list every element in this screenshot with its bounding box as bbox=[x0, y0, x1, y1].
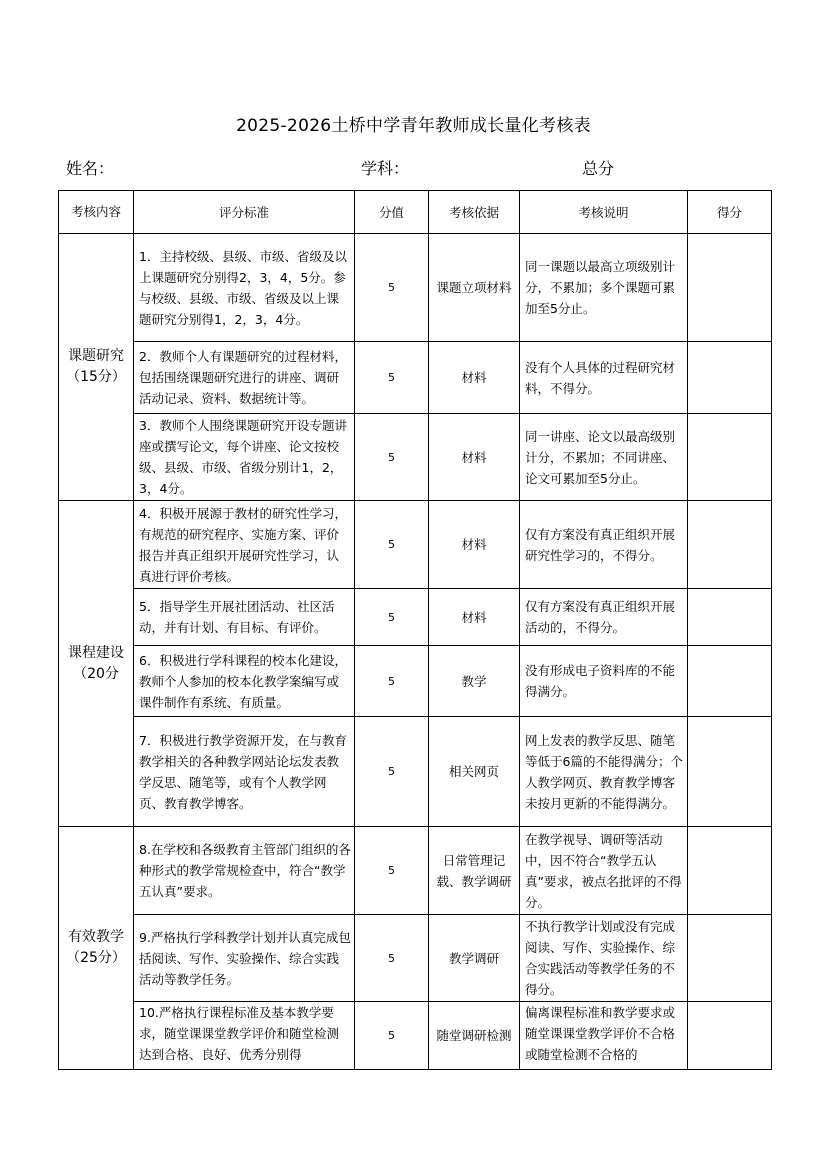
points-cell: 5 bbox=[355, 1002, 429, 1070]
standard-cell: 6．积极进行学科课程的校本化建设，教师个人参加的校本化教学案编写或课件制作有系统、有质量。 bbox=[134, 646, 355, 717]
points-cell: 5 bbox=[355, 234, 429, 342]
category-effective-teaching: 有效教学（25分） bbox=[59, 827, 134, 1070]
basis-cell: 日常管理记载、教学调研 bbox=[429, 827, 520, 915]
score-cell[interactable] bbox=[688, 342, 772, 414]
explanation-cell: 没有形成电子资料库的不能得满分。 bbox=[520, 646, 688, 717]
basis-cell: 相关网页 bbox=[429, 717, 520, 827]
explanation-cell: 不执行教学计划或没有完成阅读、写作、实验操作、综合实践活动等教学任务的不得分。 bbox=[520, 915, 688, 1002]
header-basis: 考核依据 bbox=[429, 191, 520, 234]
basis-cell: 随堂调研检测 bbox=[429, 1002, 520, 1070]
score-cell[interactable] bbox=[688, 501, 772, 589]
score-cell[interactable] bbox=[688, 414, 772, 501]
explanation-cell: 同一课题以最高立项级别计分，不累加；多个课题可累加至5分止。 bbox=[520, 234, 688, 342]
score-cell[interactable] bbox=[688, 827, 772, 915]
basis-cell: 课题立项材料 bbox=[429, 234, 520, 342]
standard-cell: 2．教师个人有课题研究的过程材料，包括围绕课题研究进行的讲座、调研活动记录、资料、数据统计等。 bbox=[134, 342, 355, 414]
header-points: 分值 bbox=[355, 191, 429, 234]
table-row bbox=[59, 342, 772, 414]
points-cell: 5 bbox=[355, 827, 429, 915]
explanation-cell: 没有个人具体的过程研究材料，不得分。 bbox=[520, 342, 688, 414]
explanation-cell: 偏离课程标准和教学要求或随堂课课堂教学评价不合格或随堂检测不合格的 bbox=[520, 1002, 688, 1070]
category-research: 课题研究（15分） bbox=[59, 234, 134, 501]
points-cell: 5 bbox=[355, 717, 429, 827]
table-row bbox=[59, 1002, 772, 1070]
total-score-label: 总分 bbox=[582, 159, 615, 178]
basis-cell: 材料 bbox=[429, 501, 520, 589]
assessment-table bbox=[58, 190, 772, 1070]
basis-cell: 材料 bbox=[429, 342, 520, 414]
score-cell[interactable] bbox=[688, 646, 772, 717]
header-row bbox=[59, 191, 772, 234]
table-row bbox=[59, 827, 772, 915]
basis-cell: 材料 bbox=[429, 414, 520, 501]
table-row bbox=[59, 414, 772, 501]
points-cell: 5 bbox=[355, 915, 429, 1002]
score-cell[interactable] bbox=[688, 717, 772, 827]
score-cell[interactable] bbox=[688, 589, 772, 646]
basis-cell: 材料 bbox=[429, 589, 520, 646]
basis-cell: 教学调研 bbox=[429, 915, 520, 1002]
points-cell: 5 bbox=[355, 589, 429, 646]
table-row bbox=[59, 501, 772, 589]
table-row bbox=[59, 646, 772, 717]
score-cell[interactable] bbox=[688, 234, 772, 342]
standard-cell: 8.在学校和各级教育主管部门组织的各种形式的教学常规检查中，符合“教学五认真”要求。 bbox=[134, 827, 355, 915]
explanation-cell: 在教学视导、调研等活动中，因不符合“教学五认真”要求，被点名批评的不得分。 bbox=[520, 827, 688, 915]
standard-cell: 10.严格执行课程标准及基本教学要求，随堂课课堂教学评价和随堂检测达到合格、良好、优秀分别得 bbox=[134, 1002, 355, 1070]
points-cell: 5 bbox=[355, 501, 429, 589]
points-cell: 5 bbox=[355, 414, 429, 501]
category-curriculum: 课程建设（20分 bbox=[59, 501, 134, 827]
score-cell[interactable] bbox=[688, 1002, 772, 1070]
header-content: 考核内容 bbox=[59, 191, 134, 234]
basis-cell: 教学 bbox=[429, 646, 520, 717]
table-row bbox=[59, 915, 772, 1002]
standard-cell: 7．积极进行教学资源开发，在与教育教学相关的各种教学网站论坛发表教学反思、随笔等，或有个人教学网页、教育教学博客。 bbox=[134, 717, 355, 827]
standard-cell: 3．教师个人围绕课题研究开设专题讲座或撰写论文，每个讲座、论文按校级、县级、市级、省级分别计1，2，3，4分。 bbox=[134, 414, 355, 501]
standard-cell: 1．主持校级、县级、市级、省级及以上课题研究分别得2，3，4，5分。参与校级、县级、市级、省级及以上课题研究分别得1，2，3，4分。 bbox=[134, 234, 355, 342]
points-cell: 5 bbox=[355, 342, 429, 414]
table-row bbox=[59, 589, 772, 646]
table-row bbox=[59, 234, 772, 342]
points-cell: 5 bbox=[355, 646, 429, 717]
table-row bbox=[59, 717, 772, 827]
standard-cell: 4．积极开展源于教材的研究性学习，有规范的研究程序、实施方案、评价报告并真正组织开展研究性学习，认真进行评价考核。 bbox=[134, 501, 355, 589]
explanation-cell: 网上发表的教学反思、随笔等低于6篇的不能得满分；个人教学网页、教育教学博客未按月更新的不能得满分。 bbox=[520, 717, 688, 827]
standard-cell: 5．指导学生开展社团活动、社区活动，并有计划、有目标、有评价。 bbox=[134, 589, 355, 646]
name-label: 姓名： bbox=[66, 159, 115, 178]
explanation-cell: 仅有方案没有真正组织开展研究性学习的，不得分。 bbox=[520, 501, 688, 589]
document-title: 2025-2026土桥中学青年教师成长量化考核表 bbox=[236, 116, 591, 136]
standard-cell: 9.严格执行学科教学计划并认真完成包括阅读、写作、实验操作、综合实践活动等教学任务。 bbox=[134, 915, 355, 1002]
header-score: 得分 bbox=[688, 191, 772, 234]
score-cell[interactable] bbox=[688, 915, 772, 1002]
subject-label: 学科： bbox=[361, 159, 410, 178]
explanation-cell: 仅有方案没有真正组织开展活动的，不得分。 bbox=[520, 589, 688, 646]
header-standard: 评分标准 bbox=[134, 191, 355, 234]
explanation-cell: 同一讲座、论文以最高级别计分，不累加；不同讲座、论文可累加至5分止。 bbox=[520, 414, 688, 501]
header-explanation: 考核说明 bbox=[520, 191, 688, 234]
